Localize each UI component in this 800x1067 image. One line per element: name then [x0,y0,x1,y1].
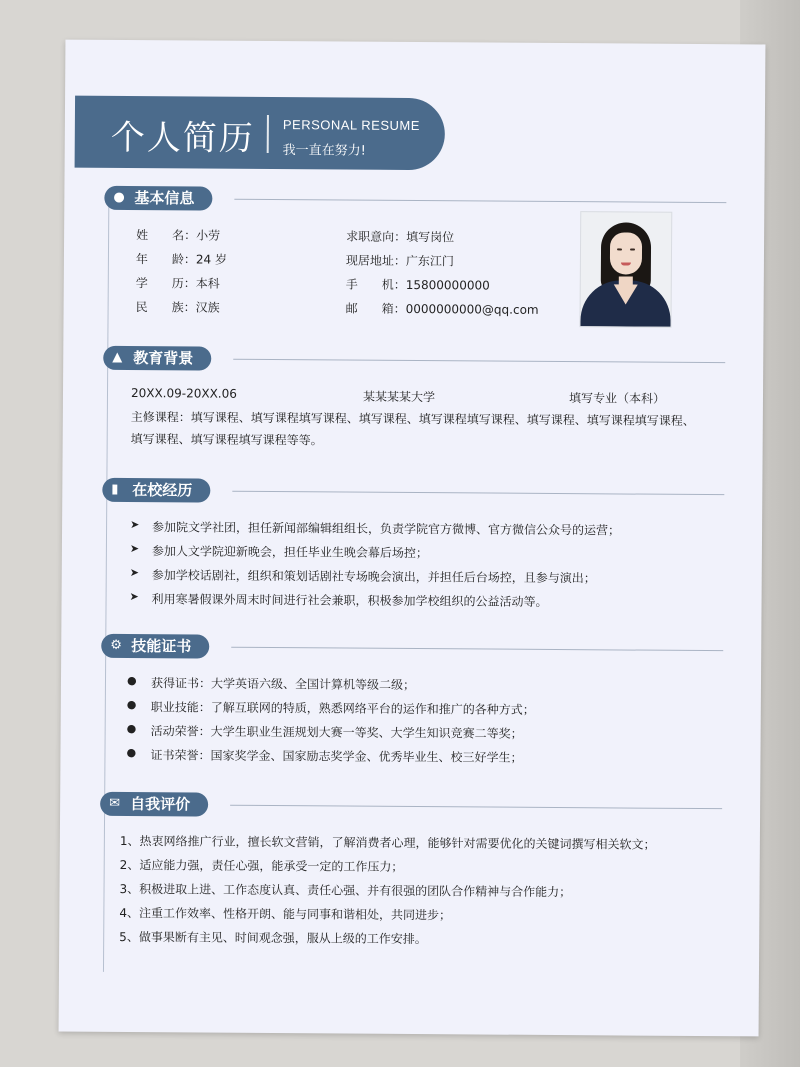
edu-row [136,274,220,292]
section-skills-title: 技能证书 [131,637,192,656]
timeline-line [103,202,109,972]
arrow-bullet-icon: ➤ [129,590,139,604]
campus-item: 参加人文学院迎新晚会，担任毕业生晚会幕后场控； [151,544,428,561]
section-campus-pill [102,478,210,503]
self-eval-item: 4、注重工作效率、性格开朗、能与同事和谐相处，共同进步； [119,905,452,923]
section-campus-title: 在校经历 [132,481,193,500]
dot-bullet-icon: ● [126,674,137,688]
photo-eye-right [630,249,635,251]
dot-bullet-icon: ● [126,746,137,760]
gear-icon: ⚙ [110,637,122,653]
job-label: 求职意向： [346,229,407,244]
section-education-pill [103,346,211,371]
name-label: 姓 名： [136,228,197,243]
edu-value: 本科 [195,276,220,291]
resume-sheet [59,40,766,1037]
resume-subtitle: 我一直在努力! [282,143,366,159]
header-banner [75,96,445,171]
job-row [346,228,454,246]
nation-row [136,298,220,316]
section-skills-rule [231,647,723,651]
email-value: 0000000000@qq.com [405,301,539,317]
campus-item: 利用寒暑假课外周末时间进行社会兼职，积极参加学校组织的公益活动等。 [151,592,548,609]
graduation-cap-icon: ▲ [112,349,123,365]
skill-item: 获得证书：大学英语六级、全国计算机等级二级； [150,676,416,693]
section-basic-pill [104,186,212,211]
person-icon: ● [113,189,125,205]
resume-en-title: PERSONAL RESUME [282,117,420,134]
addr-label: 现居地址： [345,253,406,268]
self-eval-item: 3、积极进取上进、工作态度认真、责任心强、并有很强的团队合作精神与合作能力； [119,881,572,900]
skill-item: 职业技能：了解互联网的特质，熟悉网络平台的运作和推广的各种方式； [150,700,535,717]
section-basic-rule [234,199,726,203]
section-self-pill [100,792,208,817]
addr-value: 广东江门 [405,253,455,269]
name-row [136,226,220,244]
photo-neck [619,276,633,290]
edu-major: 填写专业（本科） [568,391,666,406]
skill-item: 活动荣誉：大学生职业生涯规划大赛一等奖、大学生知识竞赛二等奖； [150,724,523,741]
section-self-title: 自我评价 [130,795,191,814]
name-value: 小劳 [196,228,221,243]
skill-item: 证书荣誉：国家奖学金、国家励志奖学金、优秀毕业生、校三好学生； [150,748,523,765]
edu-courses-line2: 填写课程、填写课程填写课程等等。 [130,432,323,448]
comment-icon: ✉ [109,795,121,811]
age-value: 24 岁 [195,252,228,267]
edu-period: 20XX.09-20XX.06 [130,386,237,401]
nation-value: 汉族 [195,300,220,315]
phone-row [346,276,490,294]
arrow-bullet-icon: ➤ [130,518,140,532]
books-icon: ▮ [111,481,119,497]
section-education-title: 教育背景 [133,349,194,368]
edu-courses-line1: 主修课程：填写课程、填写课程填写课程、填写课程、填写课程填写课程、填写课程、填写课程填写课程、 [130,410,695,428]
edu-school: 某某某某大学 [362,389,436,405]
section-skills-pill [101,634,209,659]
profile-photo [579,211,672,328]
photo-eye-left [617,248,622,250]
dot-bullet-icon: ● [126,698,137,712]
section-self-rule [230,805,722,809]
phone-label: 手 机： [345,277,406,292]
arrow-bullet-icon: ➤ [129,542,140,556]
phone-value: 15800000000 [405,277,490,293]
campus-item: 参加学校话剧社，组织和策划话剧社专场晚会演出，并担任后台场控，且参与演出； [151,568,596,586]
section-education-rule [233,359,725,363]
self-eval-item: 5、做事果断有主见、时间观念强，服从上级的工作安排。 [119,929,427,947]
email-row [346,300,539,318]
email-label: 邮 箱： [345,301,406,316]
self-eval-item: 2、适应能力强，责任心强，能承受一定的工作压力； [119,857,404,874]
dot-bullet-icon: ● [126,722,137,736]
arrow-bullet-icon: ➤ [129,566,140,580]
age-row [136,250,227,268]
photo-face [610,232,642,274]
campus-item: 参加院文学社团，担任新闻部编辑组组长，负责学院官方微博、官方微信公众号的运营； [152,520,621,538]
photo-mouth [621,262,631,265]
nation-label: 民 族： [135,300,196,315]
self-eval-item: 1、热衷网络推广行业，擅长软文营销，了解消费者心理，能够针对需要优化的关键词撰写相关软文； [119,833,656,852]
edu-label: 学 历： [135,276,196,291]
header-separator [267,115,269,153]
resume-title: 个人简历 [110,117,255,159]
section-basic-title: 基本信息 [134,189,195,208]
age-label: 年 龄： [135,252,197,267]
job-value: 填写岗位 [406,229,455,245]
section-campus-rule [232,491,724,495]
addr-row [346,252,454,270]
